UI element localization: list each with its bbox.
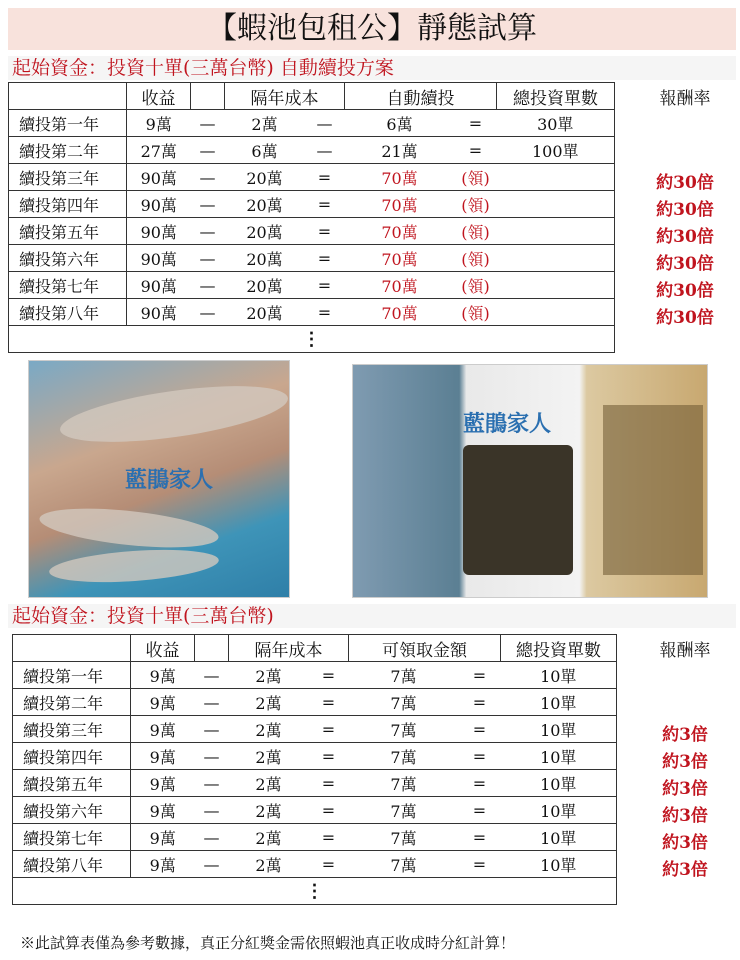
operator-cell: —: [305, 137, 345, 164]
cost-cell: 2萬: [229, 851, 309, 878]
table-header-row: [9, 83, 615, 110]
shrimp-shape: [57, 375, 290, 453]
table-header-row: [13, 635, 617, 662]
operator-cell: =: [309, 743, 349, 770]
cost-cell: 2萬: [229, 716, 309, 743]
year-label: 續投第六年: [9, 245, 127, 272]
income-cell: 90萬: [127, 272, 191, 299]
cost-cell: 20萬: [225, 272, 305, 299]
rate-value: 約3倍: [662, 725, 708, 745]
operator-cell: =: [455, 137, 497, 164]
header-claimable: 可領取金額: [349, 635, 501, 662]
year-label: 續投第二年: [9, 137, 127, 164]
year-label: 續投第七年: [13, 824, 131, 851]
table-row: [13, 770, 617, 797]
page-title: 【蝦池包租公】靜態試算: [8, 8, 736, 50]
rate-value: 約30倍: [656, 227, 714, 247]
watermark-right: 藍鵑家人: [463, 412, 552, 437]
table-row: [13, 743, 617, 770]
value-cell: 7萬: [349, 824, 459, 851]
value-cell: 70萬: [345, 164, 455, 191]
table-row: [9, 137, 615, 164]
value-cell: 70萬: [345, 272, 455, 299]
header-units: 總投資單數: [497, 83, 615, 110]
value-cell: 7萬: [349, 716, 459, 743]
income-cell: 9萬: [131, 743, 195, 770]
header-units: 總投資單數: [501, 635, 617, 662]
value-cell: 70萬: [345, 191, 455, 218]
value-cell: 7萬: [349, 770, 459, 797]
units-cell: [497, 191, 615, 218]
table-row: [9, 110, 615, 137]
section1-table: [8, 82, 615, 353]
table-row: [13, 824, 617, 851]
rate-value: 約30倍: [656, 200, 714, 220]
year-label: 續投第四年: [13, 743, 131, 770]
year-label: 續投第六年: [13, 797, 131, 824]
ellipsis-row: [13, 878, 617, 905]
table-row: [9, 245, 615, 272]
operator-cell: =: [305, 245, 345, 272]
income-cell: 9萬: [127, 110, 191, 137]
operator-cell: —: [191, 299, 225, 326]
footnote: ※此試算表僅為參考數據，真正分紅獎金需依照蝦池真正收成時分紅計算！: [20, 934, 516, 952]
section1-subtitle: 起始資金：投資十單(三萬台幣) 自動續投方案: [8, 56, 736, 80]
operator-cell: —: [305, 110, 345, 137]
value-cell: 21萬: [345, 137, 455, 164]
operator-cell: —: [195, 743, 229, 770]
units-cell: 10單: [501, 743, 617, 770]
operator-cell: —: [195, 662, 229, 689]
operator-cell: (領): [455, 299, 497, 326]
cost-cell: 20萬: [225, 191, 305, 218]
income-cell: 9萬: [131, 824, 195, 851]
shrimp-hand-photo: [28, 360, 290, 598]
rate-value: 約3倍: [662, 779, 708, 799]
header-income: 收益: [131, 635, 195, 662]
corner-cell: [13, 635, 131, 662]
income-cell: 90萬: [127, 245, 191, 272]
income-cell: 90萬: [127, 218, 191, 245]
operator-cell: =: [305, 164, 345, 191]
header-cost: 隔年成本: [229, 635, 349, 662]
corner-cell: [9, 83, 127, 110]
value-cell: 7萬: [349, 689, 459, 716]
rate-value: 約30倍: [656, 254, 714, 274]
units-cell: 10單: [501, 716, 617, 743]
header-reinvest: 自動續投: [345, 83, 497, 110]
year-label: 續投第五年: [13, 770, 131, 797]
cost-cell: 20萬: [225, 218, 305, 245]
rate-value: 約30倍: [656, 308, 714, 328]
year-label: 續投第五年: [9, 218, 127, 245]
income-cell: 9萬: [131, 662, 195, 689]
operator-cell: =: [459, 770, 501, 797]
table-row: [9, 272, 615, 299]
units-cell: [497, 299, 615, 326]
value-cell: 6萬: [345, 110, 455, 137]
table-row: [9, 191, 615, 218]
table-row: [13, 662, 617, 689]
year-label: 續投第一年: [9, 110, 127, 137]
operator-cell: —: [195, 689, 229, 716]
income-cell: 90萬: [127, 299, 191, 326]
shrimp-pond-photo: [352, 364, 708, 598]
operator-cell: =: [309, 824, 349, 851]
section1-rate-header: 報酬率: [659, 89, 711, 109]
operator-cell: =: [305, 191, 345, 218]
operator-cell: (領): [455, 245, 497, 272]
year-label: 續投第二年: [13, 689, 131, 716]
units-cell: 30單: [497, 110, 615, 137]
income-cell: 9萬: [131, 770, 195, 797]
value-cell: 7萬: [349, 662, 459, 689]
operator-cell: =: [459, 797, 501, 824]
operator-cell: —: [195, 770, 229, 797]
value-cell: 7萬: [349, 797, 459, 824]
operator-cell: =: [459, 743, 501, 770]
watermark-left: 藍鵑家人: [125, 468, 214, 493]
cost-cell: 2萬: [229, 662, 309, 689]
operator-cell: =: [459, 689, 501, 716]
operator-cell: (領): [455, 191, 497, 218]
cost-cell: 20萬: [225, 245, 305, 272]
income-cell: 9萬: [131, 851, 195, 878]
header-cost: 隔年成本: [225, 83, 345, 110]
operator-cell: —: [195, 797, 229, 824]
year-label: 續投第八年: [13, 851, 131, 878]
shrimp-shape: [38, 502, 221, 555]
ellipsis: ⋮: [9, 326, 615, 353]
cost-cell: 20萬: [225, 299, 305, 326]
units-cell: [497, 218, 615, 245]
operator-cell: —: [191, 245, 225, 272]
shrimp-box: [463, 445, 573, 575]
units-cell: 10單: [501, 797, 617, 824]
income-cell: 27萬: [127, 137, 191, 164]
units-cell: 10單: [501, 851, 617, 878]
units-cell: 10單: [501, 770, 617, 797]
rate-value: 約3倍: [662, 806, 708, 826]
value-cell: 70萬: [345, 218, 455, 245]
table-row: [9, 299, 615, 326]
year-label: 續投第三年: [13, 716, 131, 743]
ellipsis: ⋮: [13, 878, 617, 905]
section2-subtitle: 起始資金：投資十單(三萬台幣): [8, 604, 736, 628]
operator-cell: —: [195, 824, 229, 851]
rate-value: 約3倍: [662, 752, 708, 772]
units-cell: [497, 272, 615, 299]
cost-cell: 2萬: [229, 743, 309, 770]
header-income: 收益: [127, 83, 191, 110]
cost-cell: 2萬: [229, 824, 309, 851]
operator-cell: =: [309, 851, 349, 878]
units-cell: 10單: [501, 824, 617, 851]
operator-cell: =: [459, 851, 501, 878]
operator-cell: =: [309, 716, 349, 743]
cost-cell: 2萬: [225, 110, 305, 137]
operator-cell: —: [191, 137, 225, 164]
operator-cell: =: [459, 824, 501, 851]
value-cell: 70萬: [345, 245, 455, 272]
operator-cell: =: [309, 689, 349, 716]
units-cell: 10單: [501, 689, 617, 716]
table-row: [9, 218, 615, 245]
cost-cell: 2萬: [229, 797, 309, 824]
operator-cell: =: [459, 662, 501, 689]
value-cell: 7萬: [349, 743, 459, 770]
rate-value: 約30倍: [656, 173, 714, 193]
year-label: 續投第三年: [9, 164, 127, 191]
shrimp-shape: [48, 545, 220, 587]
table-row: [9, 164, 615, 191]
value-cell: 7萬: [349, 851, 459, 878]
income-cell: 90萬: [127, 191, 191, 218]
operator-cell: =: [309, 797, 349, 824]
operator-cell: —: [191, 272, 225, 299]
year-label: 續投第七年: [9, 272, 127, 299]
units-cell: 100單: [497, 137, 615, 164]
operator-cell: =: [305, 299, 345, 326]
table-row: [13, 797, 617, 824]
operator-cell: —: [195, 716, 229, 743]
year-label: 續投第四年: [9, 191, 127, 218]
year-label: 續投第八年: [9, 299, 127, 326]
operator-cell: (領): [455, 164, 497, 191]
rate-value: 約3倍: [662, 860, 708, 880]
table-row: [13, 851, 617, 878]
operator-cell: =: [455, 110, 497, 137]
cost-cell: 20萬: [225, 164, 305, 191]
income-cell: 90萬: [127, 164, 191, 191]
units-cell: 10單: [501, 662, 617, 689]
income-cell: 9萬: [131, 689, 195, 716]
header-spacer: [195, 635, 229, 662]
operator-cell: (領): [455, 272, 497, 299]
operator-cell: =: [309, 662, 349, 689]
operator-cell: —: [191, 110, 225, 137]
shrimp-box: [603, 405, 703, 575]
section2-table: [12, 634, 617, 905]
table-row: [13, 689, 617, 716]
units-cell: [497, 164, 615, 191]
cost-cell: 6萬: [225, 137, 305, 164]
cost-cell: 2萬: [229, 770, 309, 797]
section2-rate-header: 報酬率: [659, 641, 711, 661]
rate-value: 約3倍: [662, 833, 708, 853]
table-row: [13, 716, 617, 743]
operator-cell: =: [309, 770, 349, 797]
units-cell: [497, 245, 615, 272]
income-cell: 9萬: [131, 716, 195, 743]
operator-cell: =: [305, 218, 345, 245]
operator-cell: —: [191, 164, 225, 191]
value-cell: 70萬: [345, 299, 455, 326]
income-cell: 9萬: [131, 797, 195, 824]
operator-cell: —: [195, 851, 229, 878]
rate-value: 約30倍: [656, 281, 714, 301]
operator-cell: —: [191, 191, 225, 218]
header-spacer: [191, 83, 225, 110]
cost-cell: 2萬: [229, 689, 309, 716]
operator-cell: =: [459, 716, 501, 743]
operator-cell: —: [191, 218, 225, 245]
operator-cell: =: [305, 272, 345, 299]
year-label: 續投第一年: [13, 662, 131, 689]
operator-cell: (領): [455, 218, 497, 245]
ellipsis-row: [9, 326, 615, 353]
